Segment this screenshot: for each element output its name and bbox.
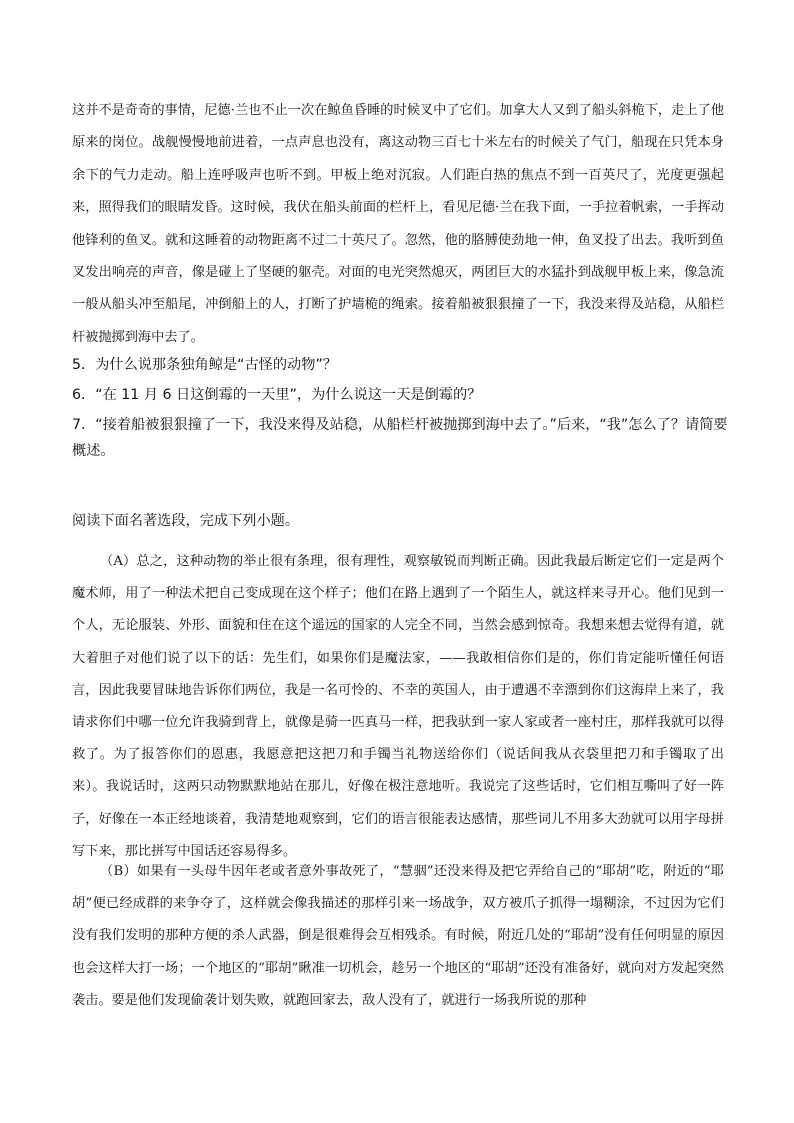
question-5: 5．为什么说那条独角鲸是“古怪的动物”？ xyxy=(72,357,337,373)
question-7: 7．“接着船被狠狠撞了一下，我没来得及站稳，从船栏杆被抛掷到海中去了。”后来，“我”怎么了？请简要概述。 xyxy=(72,417,728,459)
section-instruction: 阅读下面名著选段，完成下列小题。 xyxy=(72,513,300,529)
passage-b: （B）如果有一头母牛因年老或者意外事故死了，“慧骃”还没来得及把它弄给自己的“耶胡”吃，附近的“耶胡”便已经成群的来争夺了，这样就会像我描述的那样引来一场战争，双方被爪子抓得一塌糊涂，不过因为它们没有我们发明的那种方便的杀人武器，倒是很难得会互相残杀。有时候，附近几处的“耶胡”没有任何明显的原因也会这样大打一场；一个地区的“耶胡”瞅准一切机会，趁另一个地区的“耶胡”还没有准备好，就向对方发起突然袭击。要是他们发现偷袭计划失败，就跑回家去，敌人没有了，就进行一场我所说的那种 xyxy=(72,864,724,1008)
passage-excerpt-narwhal: 这并不是奇奇的事情，尼德·兰也不止一次在鲸鱼昏睡的时候叉中了它们。加拿大人又到了船头斜桅下，走上了他原来的岗位。战舰慢慢地前进着，一点声息也没有，离这动物三百七十米左右的时候关了气门，船现在只凭本身余下的气力走动。船上连呼吸声也听不到。甲板上绝对沉寂。人们距白热的焦点不到一百英尺了，光度更强起来，照得我们的眼睛发昏。这时候，我伏在船头前面的栏杆上，看见尼德·兰在我下面，一手拉着帆索，一手挥动他锋利的鱼叉。就和这睡着的动物距离不过二十英尺了。忽然，他的胳膊使劲地一伸，鱼叉投了出去。我听到鱼叉发出响亮的声音，像是碰上了坚硬的躯壳。对面的电光突然熄灭，两团巨大的水猛扑到战舰甲板上来，像急流一般从船头冲至船尾，冲倒船上的人，打断了护墙桅的绳索。接着船被狠狠撞了一下，我没来得及站稳，从船栏杆被抛掷到海中去了。 xyxy=(72,103,724,345)
question-6: 6．“在 11 月 6 日这倒霉的一天里”，为什么说这一天是倒霉的？ xyxy=(72,387,482,403)
passage-a: （A）总之，这种动物的举止很有条理，很有理性，观察敏锐而判断正确。因此我最后断定它们一定是两个魔术师，用了一种法术把自己变成现在这个样子；他们在路上遇到了一个陌生人，就这样来寻开心。他们见到一个人，无论服装、外形、面貌和住在这个遥远的国家的人完全不同，当然会感到惊奇。我想来想去觉得有道，就大着胆子对他们说了以下的话：先生们，如果你们是魔法家，——我敢相信你们是的，你们肯定能听懂任何语言，因此我要冒昧地告诉你们两位，我是一名可怜的、不幸的英国人，由于遭遇不幸漂到你们这海岸上来了，我请求你们中哪一位允许我骑到背上，就像是骑一匹真马一样，把我驮到一家人家或者一座村庄，那样我就可以得救了。为了报答你们的恩惠，我愿意把这把刀和手镯当礼物送给你们（说话间我从衣袋里把刀和手镯取了出来）。我说话时，这两只动物默默地站在那儿，好像在极注意地听。我说完了这些话时，它们相互嘶叫了好一阵子，好像在一本正经地谈着，我清楚地观察到，它们的语言很能表达感情，那些词儿不用多大劲就可以用字母拼写下来，那比拼写中国话还容易得多。 xyxy=(72,554,724,859)
